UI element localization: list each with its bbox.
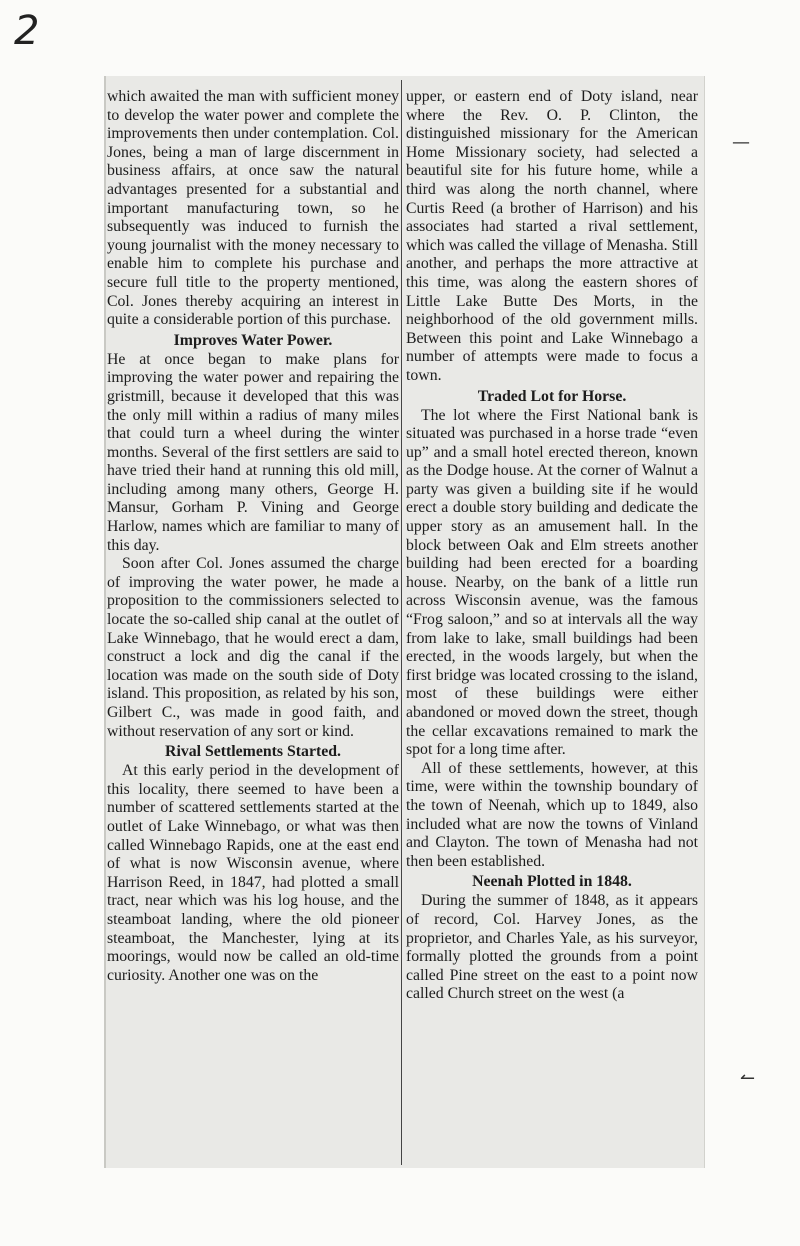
page-number: 2 bbox=[14, 8, 40, 54]
article-paragraph: At this early period in the development of this locality, there seemed to have been a number of scattered settlements started at the outlet of Lake Winnebago, or what was then called Winnebago Rapids, one at the east end of what is now Wisconsin avenue, where Harrison Reed, in 1847, had plotted a small tract, near which was his log house, and the steamboat landing, where the old pioneer steamboat, the Manchester, lying at its moorings, would now be called an old-time curiosity. Another one was on the bbox=[107, 762, 399, 984]
right-column bbox=[406, 88, 698, 1004]
section-heading: Rival Settlements Started. bbox=[165, 743, 341, 761]
article-paragraph: He at once began to make plans for improving the water power and repairing the gristmill, because it developed that this was the only mill within a radius of many miles that could turn a wheel during the winter months. Several of the first settlers are said to have tried their hand at running this old mill, including among many others, George H. Mansur, Gorham P. Vining and George Harlow, names which are familiar to many of this day. bbox=[107, 350, 399, 554]
article-paragraph: upper, or eastern end of Doty island, near where the Rev. O. P. Clinton, the distinguished missionary for the American Home Missionary society, had selected a beautiful site for his future home, while a third was along the north channel, where Curtis Reed (a brother of Harrison) and his associates had started a rival settlement, which was called the village of Menasha. Still another, and perhaps the more attractive at this time, was along the eastern shores of Little Lake Butte Des Morts, in the neighborhood of the old government mills. Between this point and Lake Winnebago a number of attempts were made to focus a town. bbox=[406, 88, 698, 384]
left-column bbox=[107, 88, 399, 985]
article-paragraph: All of these settlements, however, at this time, were within the township boundary of the town of Neenah, which up to 1849, also included what are now the towns of Vinland and Clayton. The town of Menasha had not then been established. bbox=[406, 759, 698, 870]
article-paragraph: Soon after Col. Jones assumed the charge of improving the water power, he made a proposition to the commissioners selected to locate the so-called ship canal at the outlet of Lake Winnebago, that he would erect a dam, construct a lock and dig the canal if the location was made on the south side of Doty island. This proposition, as related by his son, Gilbert C., was made in good faith, and without reservation of any sort or kind. bbox=[107, 555, 399, 740]
article-paragraph: The lot where the First National bank is situated was purchased in a horse trade “even up” and a small hotel erected thereon, known as the Dodge house. At the corner of Walnut a party was given a building site if he would erect a double story building and dedicate the upper story as an amusement hall. In the block between Oak and Elm streets another building had been erected for a boarding house. Nearby, on the bank of a little run across Wisconsin avenue, was the famous “Frog saloon,” and so at intervals all the way from lake to lake, small buildings had been erected, in the woods largely, but when the first bridge was located crossing to the island, most of these buildings were either abandoned or moved down the street, though the cellar excavations remained to mark the spot for a long time after. bbox=[406, 406, 698, 759]
column-rule bbox=[401, 80, 402, 1165]
section-heading: Traded Lot for Horse. bbox=[477, 387, 627, 405]
article-paragraph: During the summer of 1848, as it appears of record, Col. Harvey Jones, as the proprietor, and Charles Yale, as his surveyor, formally plotted the grounds from a point called Pine street on the east to a point now called Church street on the west (a bbox=[406, 892, 698, 1003]
margin-dash-mark: — bbox=[732, 132, 750, 153]
margin-arrow-mark: ↼ bbox=[740, 1068, 756, 1089]
article-paragraph: which awaited the man with sufficient money to develop the water power and complete the improvements then under contemplation. Col. Jones, being a man of large discernment in business affairs, at once saw the natural advantages presented for a substantial and important manufacturing town, so he subsequently was induced to furnish the young journalist with the money necessary to enable him to complete his purchase and secure full title to the property mentioned, Col. Jones thereby acquiring an interest in quite a considerable portion of this purchase. bbox=[107, 88, 399, 329]
section-heading: Improves Water Power. bbox=[173, 331, 333, 349]
section-heading: Neenah Plotted in 1848. bbox=[472, 873, 632, 891]
